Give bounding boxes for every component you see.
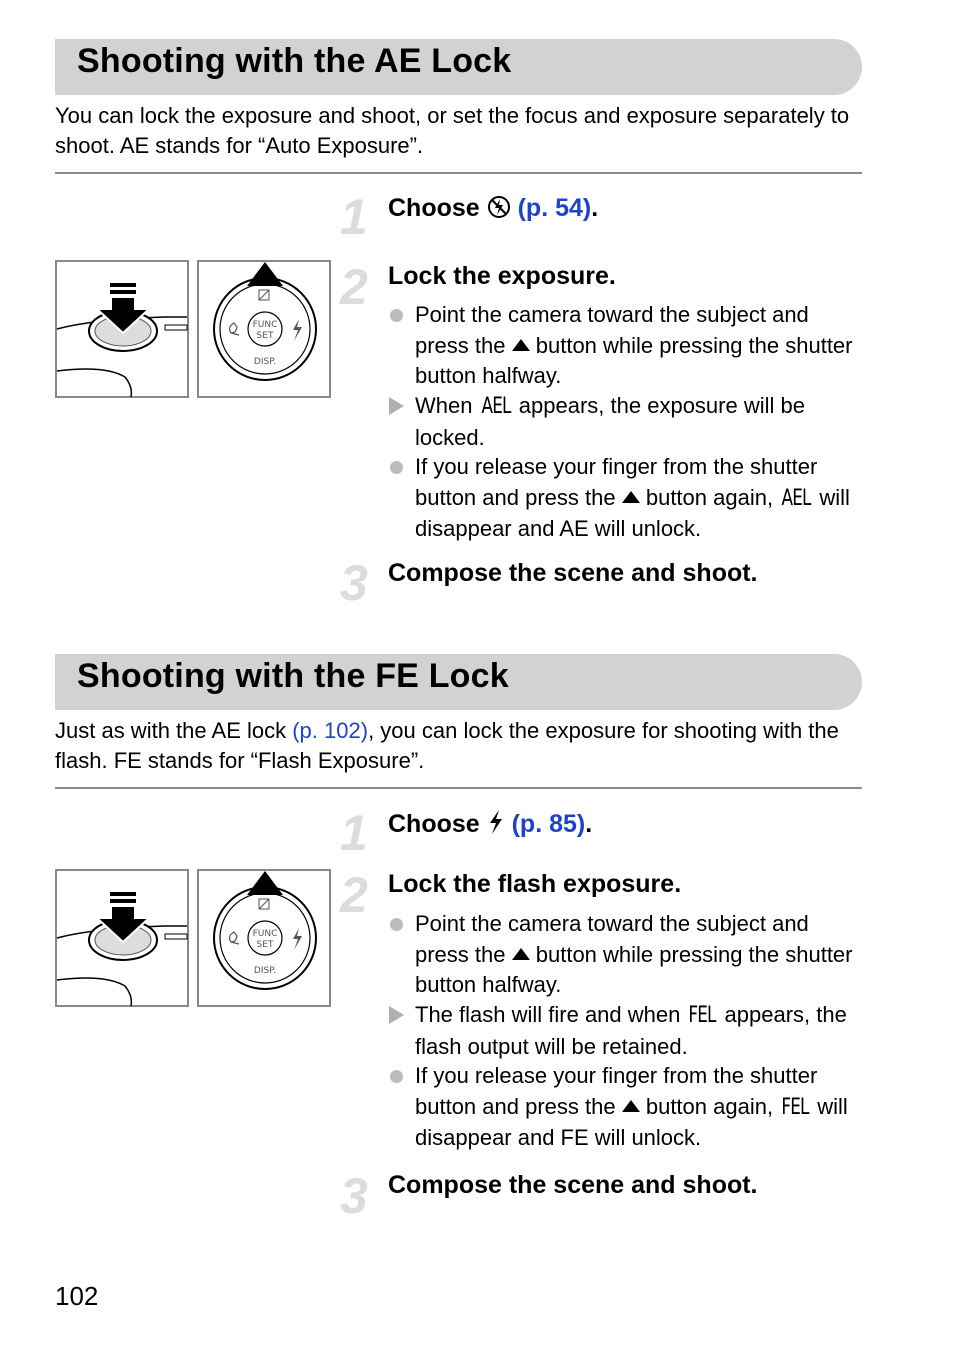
bullet-item	[388, 1000, 858, 1062]
set-label: SET	[256, 331, 274, 341]
bullet-item	[388, 391, 858, 453]
section-banner-fe	[55, 654, 862, 710]
step-title	[388, 809, 592, 842]
step-number: 3	[340, 555, 368, 611]
camera-illustration	[55, 259, 331, 399]
set-label: SET	[256, 940, 274, 950]
step-number: 2	[340, 259, 368, 315]
func-label: FUNC	[252, 929, 278, 939]
divider	[55, 172, 862, 174]
step-suffix: .	[585, 810, 593, 838]
bullet-text: The flash will fire and when	[415, 1002, 681, 1027]
step-title: Compose the scene and shoot.	[388, 559, 758, 587]
step-number: 1	[340, 189, 368, 245]
intro-fe	[55, 716, 865, 775]
fel-indicator-icon: FEL	[688, 1003, 717, 1028]
step-number: 2	[340, 867, 368, 923]
flash-on-icon	[487, 809, 505, 842]
bullet-dot-icon	[390, 1070, 403, 1083]
bullet-dot-icon	[390, 461, 403, 474]
bullet-dot-icon	[390, 918, 403, 931]
bullet-text: button while pressing the shutter button halfway.	[415, 941, 853, 997]
bullet-text: appears, the exposure will be locked.	[415, 393, 805, 450]
up-arrow-icon	[512, 339, 530, 351]
bullet-dot-icon	[390, 309, 403, 322]
ael-indicator-icon: AEL	[481, 394, 511, 419]
bullet-text: button again,	[645, 1093, 774, 1119]
bullet-text: Point the camera toward the subject and press the	[415, 302, 809, 358]
section-title-fe: Shooting with the FE Lock	[77, 657, 509, 695]
flash-off-icon	[487, 195, 511, 226]
fel-indicator-icon: FEL	[781, 1094, 809, 1120]
step-title: Lock the exposure.	[388, 262, 616, 290]
ael-indicator-icon: AEL	[781, 485, 811, 511]
disp-label: DISP.	[253, 357, 277, 367]
bullet-item	[388, 300, 858, 392]
bullet-text: If you release your finger from the shutter button and press the	[415, 1063, 818, 1119]
up-arrow-icon	[622, 491, 640, 503]
step-number: 1	[340, 805, 368, 861]
disp-label: DISP.	[253, 966, 277, 976]
step-number: 3	[340, 1168, 368, 1224]
intro-text: Just as with the AE lock	[55, 718, 287, 743]
bullet-item	[388, 1061, 858, 1154]
result-arrow-icon	[389, 1006, 404, 1024]
step-title: Compose the scene and shoot.	[388, 1171, 758, 1199]
section-title-ae: Shooting with the AE Lock	[77, 42, 512, 80]
section-banner-ae	[55, 39, 862, 95]
intro-text: , you can lock the exposure for shooting with the flash. FE stands for “Flash Exposure”.	[55, 718, 839, 773]
page-number: 102	[55, 1281, 99, 1311]
step-suffix: .	[591, 194, 599, 222]
step-choose-label: Choose	[388, 810, 480, 838]
bullet-text: When	[415, 393, 473, 418]
bullet-text: If you release your finger from the shutter button and press the	[415, 454, 818, 510]
divider	[55, 787, 862, 789]
up-arrow-icon	[512, 948, 530, 960]
bullet-text: appears, the flash output will be retained.	[415, 1002, 847, 1059]
step-title	[388, 193, 598, 226]
bullet-text: button again,	[645, 484, 774, 510]
camera-illustration	[55, 868, 331, 1008]
up-arrow-icon	[622, 1100, 640, 1112]
step-title: Lock the flash exposure.	[388, 870, 682, 898]
step-choose-label: Choose	[388, 194, 480, 222]
intro-ae: You can lock the exposure and shoot, or set the focus and exposure separately to shoot. AE stands for “Auto Exposure”.	[55, 103, 850, 158]
bullet-item	[388, 909, 858, 1001]
bullet-item	[388, 452, 858, 545]
page-link[interactable]: (p. 85)	[511, 810, 586, 838]
bullet-text: will disappear and FE will unlock.	[415, 1093, 848, 1150]
bullet-text: button while pressing the shutter button halfway.	[415, 332, 853, 388]
bullet-text: will disappear and AE will unlock.	[415, 484, 850, 541]
result-arrow-icon	[389, 397, 404, 415]
page-link[interactable]: (p. 54)	[517, 194, 592, 222]
func-label: FUNC	[252, 320, 278, 330]
bullet-text: Point the camera toward the subject and press the	[415, 911, 809, 967]
page-link[interactable]: (p. 102)	[292, 718, 369, 743]
